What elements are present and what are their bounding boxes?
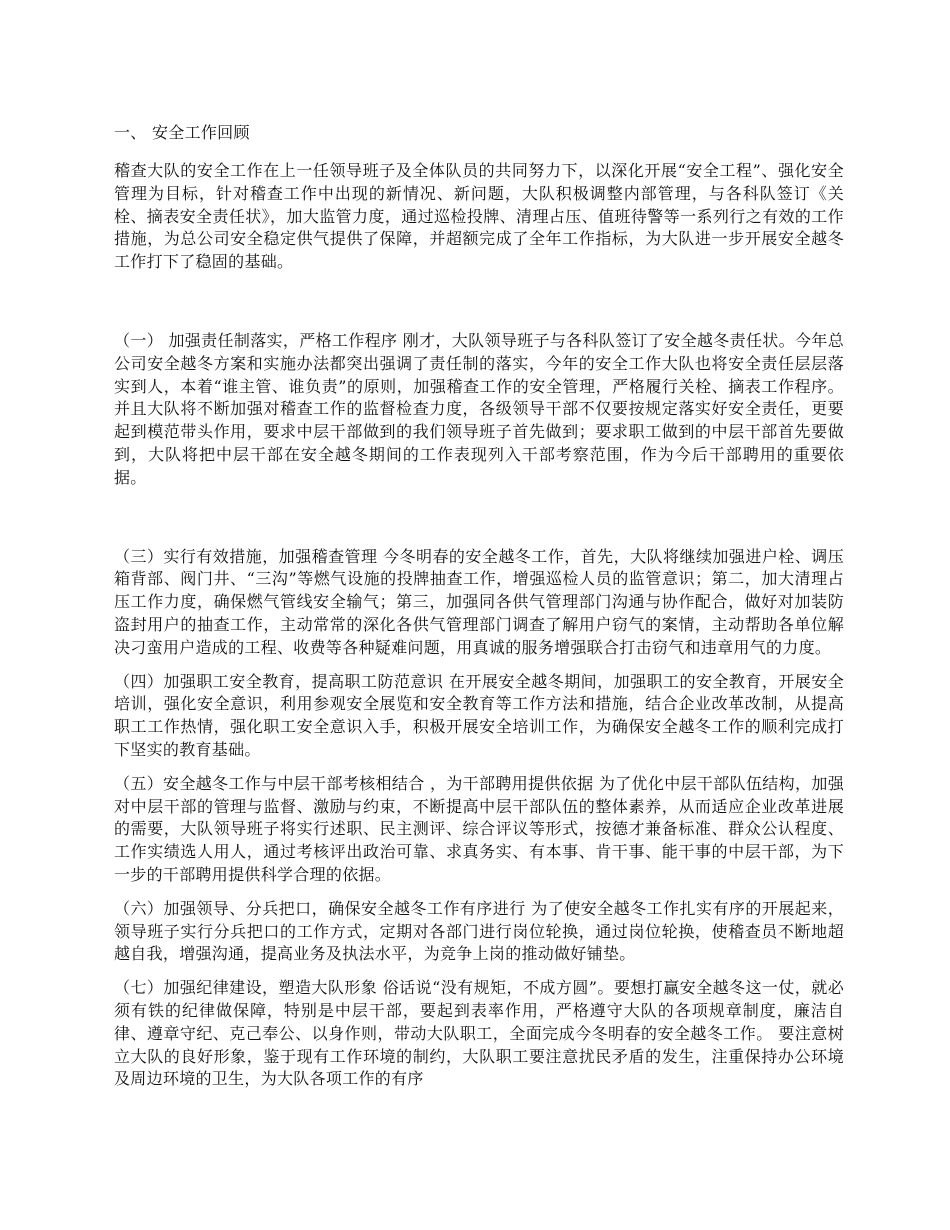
paragraph-item-4: （四）加强职工安全教育，提高职工防范意识 在开展安全越冬期间，加强职工的安全教育，开展安全培训，强化安全意识，利用参观安全展览和安全教育等工作方法和措施，结合企业改革改制，从提高职工工作热情，强化职工安全意识入手，积极开展安全培训工作，为确保安全越冬工作的顺利完成打下坚实的教育基础。 xyxy=(114,671,844,759)
paragraph-item-6: （六）加强领导、分兵把口，确保安全越冬工作有序进行 为了使安全越冬工作扎实有序的开展起来，领导班子实行分兵把口的工作方式，定期对各部门进行岗位轮换，通过岗位轮换，使稽查员不断地超越自我，增强沟通，提高业务及执法水平，为竞争上岗的推动做好铺垫。 xyxy=(114,898,844,964)
paragraph-spacer xyxy=(114,966,844,977)
document-body xyxy=(114,122,844,1091)
paragraph-item-3: （三）实行有效措施，加强稽查管理 今冬明春的安全越冬工作，首先，大队将继续加强进户栓、调压箱背部、阀门井、“三沟”等燃气设施的投牌抽查工作，增强巡检人员的监管意识；第二，加大清理占压工作力度，确保燃气管线安全输气；第三，加强同各供气管理部门沟通与协作配合，做好对加装防盗封用户的抽查工作，主动常常的深化各供气管理部门调查了解用户窃气的案情，主动帮助各单位解决刁蛮用户造成的工程、收费等各种疑难问题，用真诚的服务增强联合打击窃气和违章用气的力度。 xyxy=(114,546,844,657)
paragraph-spacer xyxy=(114,274,844,330)
paragraph-spacer xyxy=(114,887,844,898)
intro-paragraph: 稽查大队的安全工作在上一任领导班子及全体队员的共同努力下，以深化开展“安全工程”、强化安全管理为目标，针对稽查工作中出现的新情况、新问题，大队积极调整内部管理，与各科队签订《关栓、摘表安全责任状》，加大监管力度，通过巡检投牌、清理占压、值班待警等一系列行之有效的工作措施，为总公司安全稳定供气提供了保障，并超额完成了全年工作指标，为大队进一步开展安全越冬工作打下了稳固的基础。 xyxy=(114,161,844,272)
paragraph-item-5: （五）安全越冬工作与中层干部考核相结合 ，为干部聘用提供依据 为了优化中层干部队伍结构，加强对中层干部的管理与监督、激励与约束，不断提高中层干部队伍的整体素养，从而适应企业改革进展的需要，大队领导班子将实行述职、民主测评、综合评议等形式，按德才兼备标准、群众公认程度、工作实绩选人用人，通过考核评出政治可靠、求真务实、有本事、肯干事、能干事的中层干部，为下一步的干部聘用提供科学合理的依据。 xyxy=(114,773,844,884)
paragraph-spacer xyxy=(114,762,844,773)
section-heading: 一、 安全工作回顾 xyxy=(114,123,250,142)
paragraph-item-1: （一） 加强责任制落实，严格工作程序 刚才，大队领导班子与各科队签订了安全越冬责任状。今年总公司安全越冬方案和实施办法都突出强调了责任制的落实，今年的安全工作大队也将安全责任层层落实到人，本着“谁主管、谁负责”的原则，加强稽查工作的安全管理，严格履行关栓、摘表工作程序。并且大队将不断加强对稽查工作的监督检查力度，各级领导干部不仅要按规定落实好安全责任，更要起到模范带头作用，要求中层干部做到的我们领导班子首先做到；要求职工做到的中层干部首先要做到，大队将把中层干部在安全越冬期间的工作表现列入干部考察范围，作为今后干部聘用的重要依据。 xyxy=(114,330,844,487)
paragraph-spacer xyxy=(114,660,844,671)
paragraph-item-7: （七）加强纪律建设，塑造大队形象 俗话说“没有规矩，不成方圆”。要想打赢安全越冬这一仗，就必须有铁的纪律做保障，特别是中层干部，要起到表率作用，严格遵守大队的各项规章制度，廉洁自律、遵章守纪、克己奉公、以身作则，带动大队职工，全面完成今冬明春的安全越冬工作。 要注意树立大队的良好形象，鉴于现有工作环境的制约，大队职工要注意扰民矛盾的发生，注重保持办公环境及周边环境的卫生，为大队各项工作的有序 xyxy=(114,978,844,1089)
paragraph-spacer xyxy=(114,490,844,546)
